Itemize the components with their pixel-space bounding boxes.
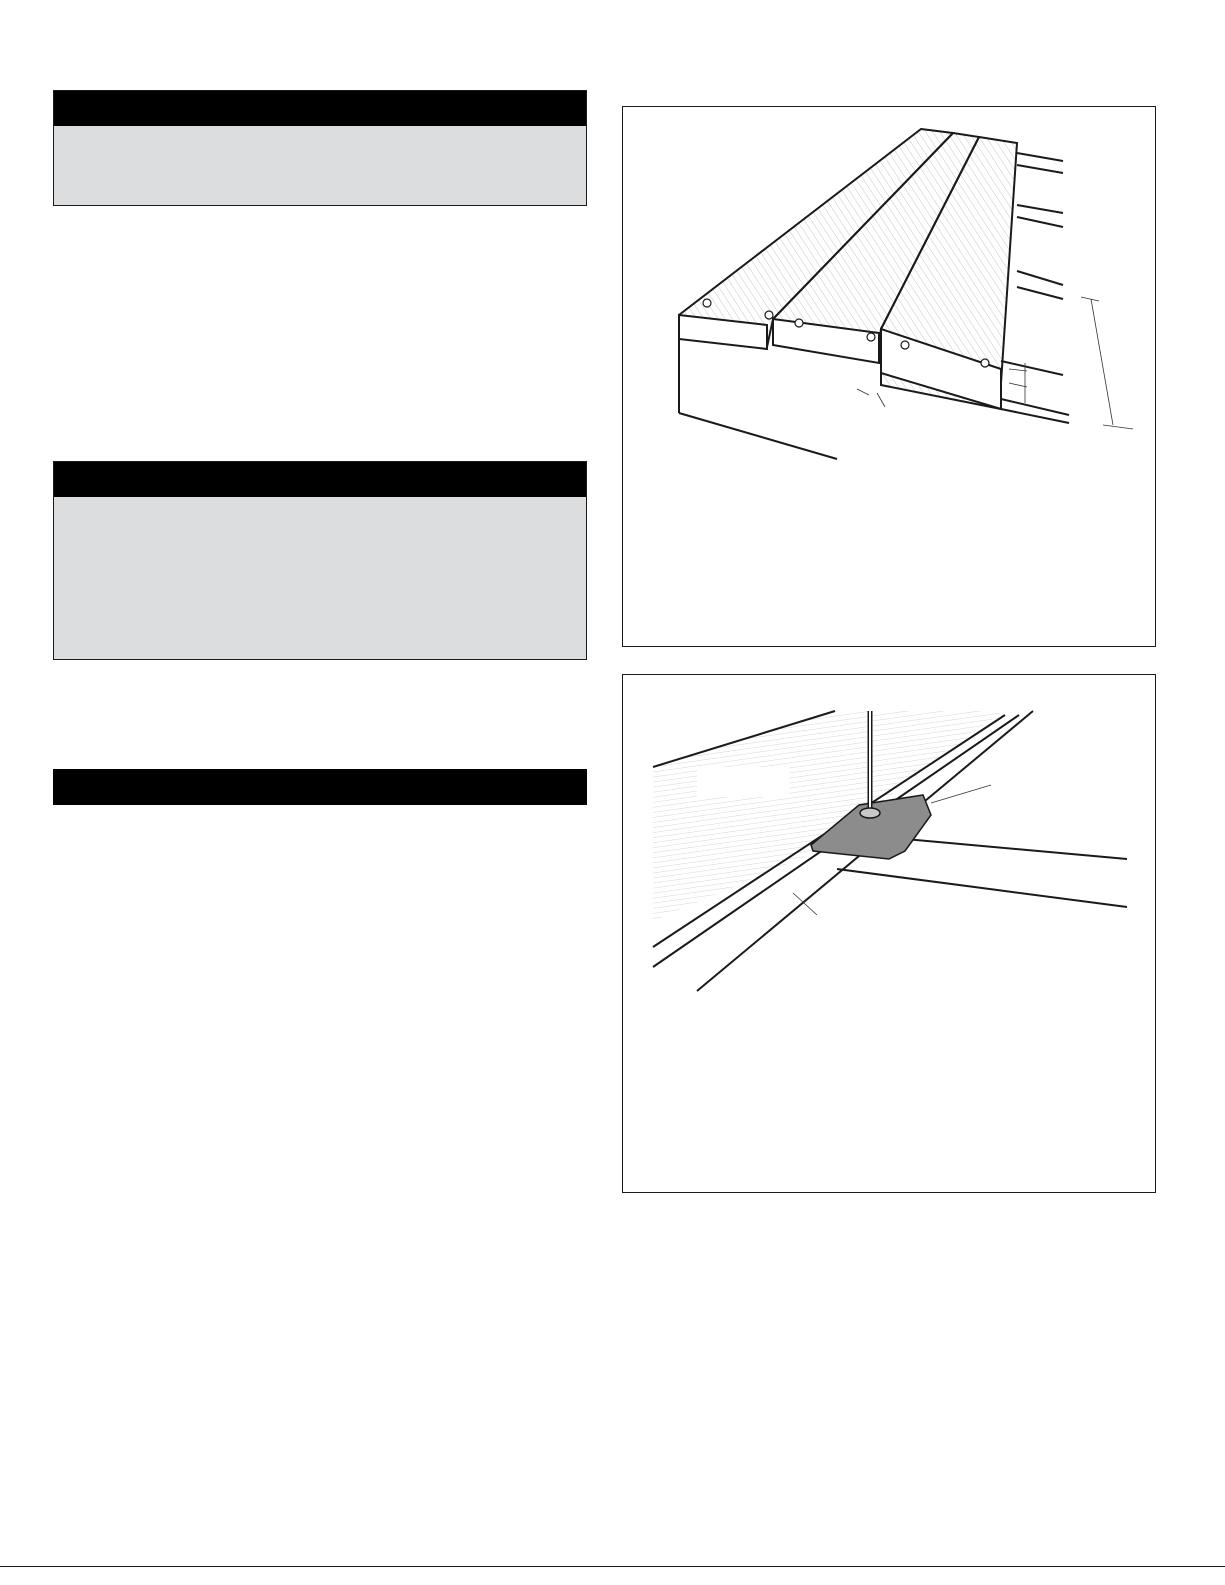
figure-fastener-detail	[622, 674, 1156, 1193]
board-surface	[653, 711, 1003, 921]
figure-deck-boards	[622, 106, 1156, 647]
notice-box-2	[53, 461, 587, 660]
notice-heading	[54, 462, 586, 497]
footer-rule	[0, 1566, 1225, 1567]
notice-box-1	[53, 90, 587, 206]
section-heading	[53, 769, 587, 805]
fastener-detail-illustration	[623, 675, 1157, 1194]
label-box	[697, 767, 789, 797]
deck-boards-illustration	[623, 107, 1157, 648]
notice-body	[54, 126, 586, 205]
frame	[679, 337, 837, 459]
notice-body	[54, 497, 586, 659]
notice-heading	[54, 91, 586, 126]
